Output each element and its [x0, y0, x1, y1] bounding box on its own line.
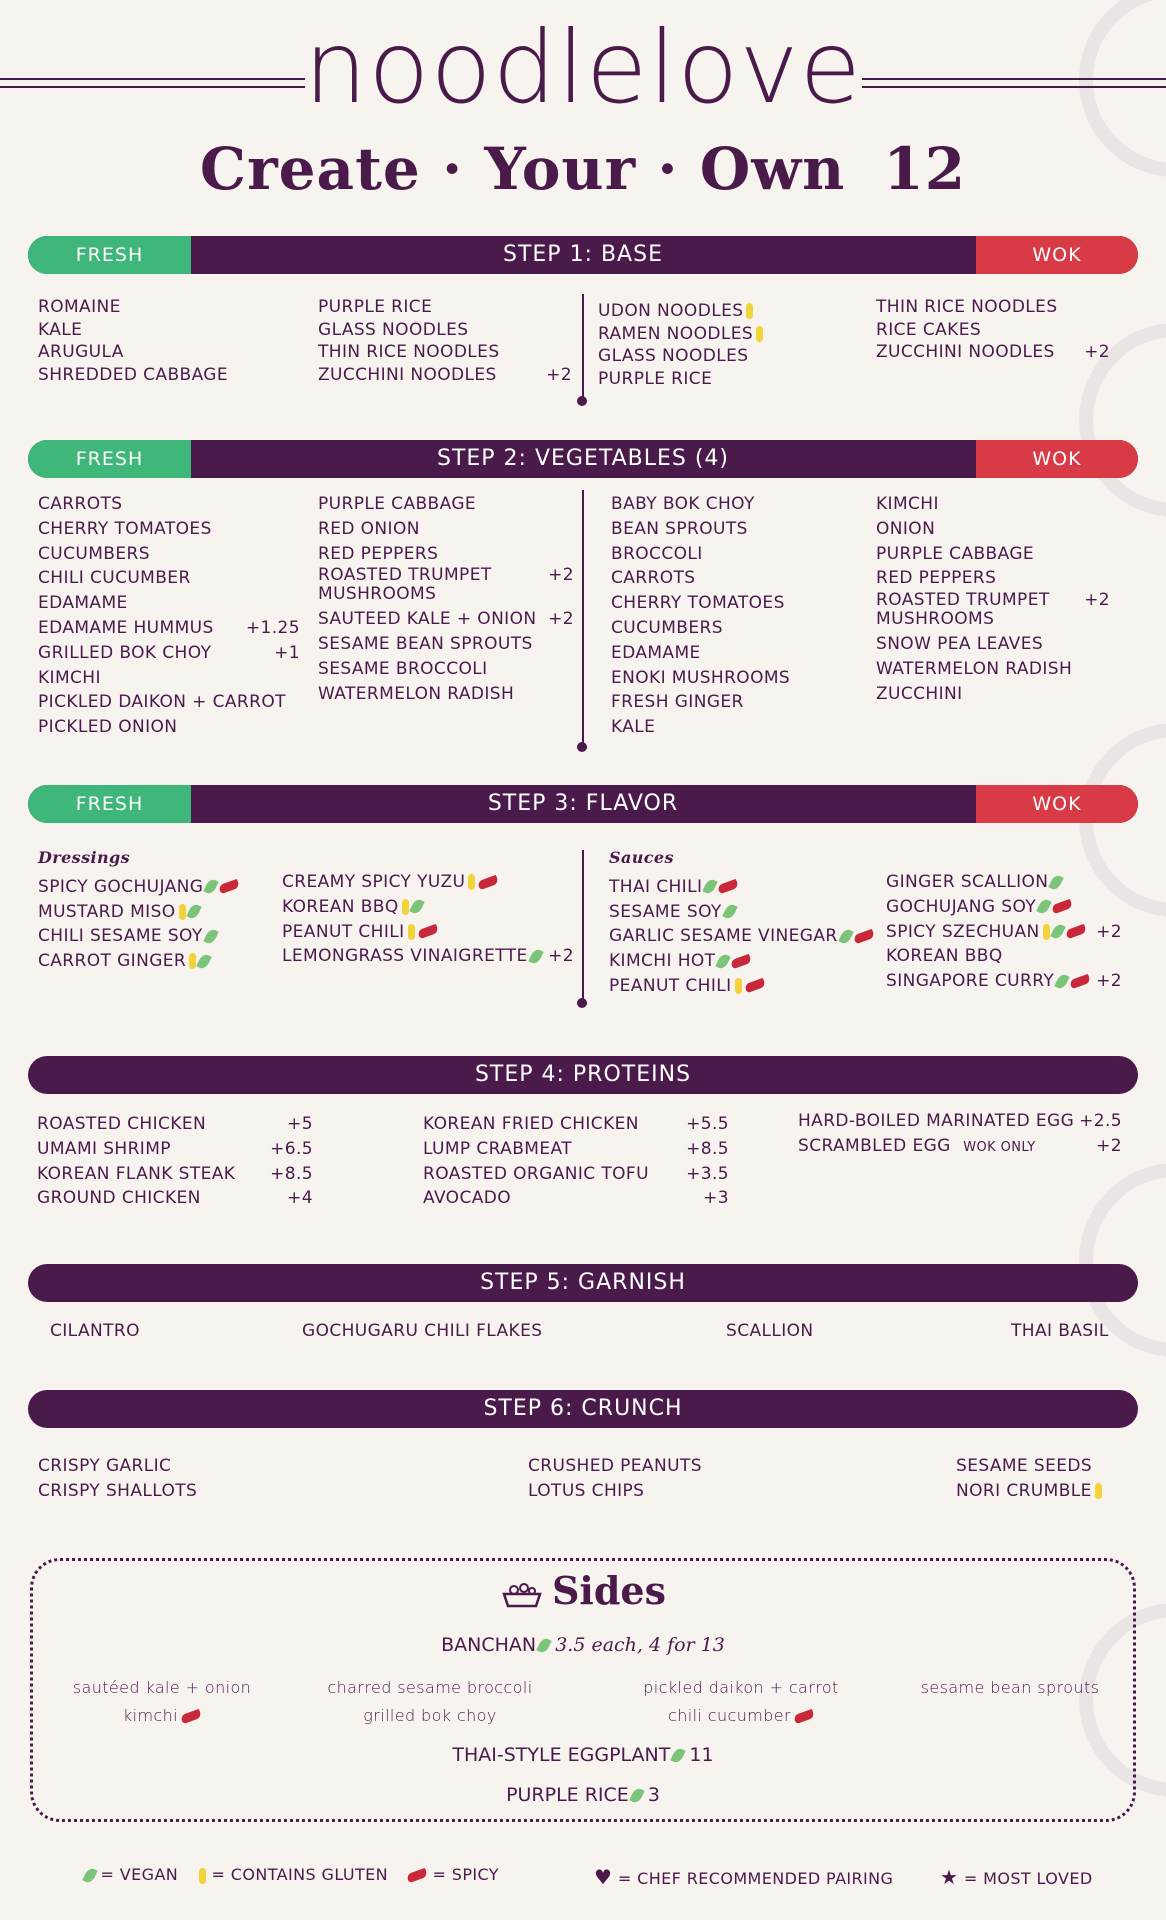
- spicy-icon: [417, 924, 439, 939]
- vegan-icon: [82, 1867, 97, 1885]
- menu-item: KIMCHI HOT: [609, 949, 865, 974]
- vegan-icon: [204, 878, 219, 896]
- spicy-icon: [731, 954, 753, 969]
- gluten-icon: [402, 899, 409, 915]
- menu-item: EDAMAME HUMMUS +1.25: [38, 616, 300, 641]
- step2-bar: [28, 440, 1138, 478]
- wok-tag: WOK: [976, 440, 1138, 478]
- legend-vegan: = VEGAN: [82, 1865, 178, 1884]
- menu-item: LUMP CRABMEAT +8.5: [423, 1137, 729, 1162]
- menu-item: RED PEPPERS: [876, 568, 997, 589]
- menu-item: ZUCCHINI NOODLES +2: [876, 342, 1110, 362]
- gluten-icon: [1095, 1483, 1102, 1499]
- menu-item: SNOW PEA LEAVES: [876, 634, 1044, 655]
- rice-price: 3: [647, 1784, 660, 1806]
- wok-tag: WOK: [976, 785, 1138, 823]
- spicy-icon: [1065, 924, 1087, 939]
- spicy-icon: [853, 929, 875, 944]
- gluten-icon: [408, 924, 415, 940]
- banchan-item: sautéed kale + onion: [72, 1678, 252, 1697]
- step3-dressings-col1: [38, 846, 278, 974]
- menu-item: CUCUMBERS: [38, 543, 150, 564]
- menu-item: BEAN SPROUTS: [611, 518, 748, 539]
- menu-item: CHILI SESAME SOY: [38, 924, 278, 949]
- menu-item: SESAME BROCCOLI: [318, 658, 488, 679]
- menu-item: RED ONION: [318, 518, 420, 539]
- menu-item: CHILI CUCUMBER: [38, 568, 191, 589]
- sides-heading: [0, 1568, 1166, 1613]
- menu-item: RICE CAKES: [876, 319, 982, 340]
- crunch-item: CRUSHED PEANUTS: [528, 1456, 702, 1476]
- menu-item: CARROTS: [38, 494, 123, 514]
- fresh-tag: FRESH: [28, 440, 191, 478]
- menu-item: MUSTARD MISO: [38, 900, 278, 925]
- menu-item: GLASS NOODLES: [598, 346, 749, 366]
- banchan-col1: [72, 1674, 252, 1730]
- banchan-line: [0, 1634, 1166, 1656]
- menu-item: AVOCADO +3: [423, 1186, 729, 1211]
- menu-item: GRILLED BOK CHOY +1: [38, 641, 300, 666]
- menu-item: EDAMAME: [38, 593, 128, 614]
- price-add: +2: [1096, 921, 1122, 942]
- menu-item: GOCHUJANG SOY: [886, 895, 1122, 920]
- crunch-col1: [38, 1454, 197, 1503]
- brand-logo: noodlelove: [303, 9, 863, 126]
- step1-wok-col1: [598, 300, 838, 390]
- banchan-col4: [920, 1674, 1100, 1702]
- price-add: +3.5: [686, 1163, 729, 1184]
- legend-spicy: = SPICY: [404, 1865, 499, 1884]
- menu-item: KALE: [611, 717, 656, 738]
- spicy-icon: [218, 879, 240, 894]
- menu-item: WATERMELON RADISH: [318, 683, 515, 704]
- step3-sauces-col2: [886, 870, 1122, 994]
- price-add: +4: [287, 1188, 313, 1209]
- menu-item: KOREAN BBQ: [886, 946, 1003, 967]
- step6-label: STEP 6: CRUNCH: [483, 1396, 683, 1421]
- menu-item: PURPLE RICE: [598, 368, 713, 389]
- menu-item: CARROTS: [611, 568, 696, 589]
- crunch-col2: [528, 1454, 702, 1503]
- menu-item: BABY BOK CHOY: [611, 494, 755, 514]
- menu-item: ARUGULA: [38, 342, 124, 362]
- sides-title: Sides: [551, 1568, 667, 1613]
- gluten-icon: [735, 978, 742, 994]
- menu-item: SINGAPORE CURRY +2: [886, 969, 1122, 994]
- step5-bar: [28, 1264, 1138, 1302]
- eggplant-price: 11: [689, 1744, 714, 1766]
- step3-dressings-col2: [282, 870, 574, 969]
- menu-item: SPICY SZECHUAN +2: [886, 920, 1122, 945]
- garnish-item: THAI BASIL: [1011, 1321, 1109, 1341]
- vegan-icon: [703, 878, 718, 896]
- title-text: Create · Your · Own: [199, 135, 846, 203]
- vegan-icon: [536, 1637, 551, 1655]
- menu-item: PURPLE CABBAGE: [318, 494, 477, 514]
- spicy-icon: [793, 1709, 815, 1724]
- fresh-tag: FRESH: [28, 236, 191, 274]
- menu-item: PEANUT CHILI: [609, 974, 865, 999]
- menu-item: GROUND CHICKEN +4: [37, 1186, 313, 1211]
- bowl-icon: [500, 1580, 544, 1610]
- banchan-col3: [638, 1674, 844, 1730]
- step3-label: STEP 3: FLAVOR: [487, 791, 679, 816]
- fresh-tag: FRESH: [28, 785, 191, 823]
- price-add: +2: [1084, 342, 1110, 362]
- price-add: +2: [1096, 1136, 1122, 1156]
- spicy-icon: [477, 874, 499, 889]
- menu-item: ROMAINE: [38, 297, 121, 317]
- price-add: +3: [703, 1188, 729, 1209]
- price-add: +2: [548, 946, 574, 967]
- divider: [582, 490, 584, 748]
- rice-label: PURPLE RICE: [506, 1784, 629, 1806]
- spicy-icon: [744, 978, 766, 993]
- vegan-icon: [409, 898, 424, 916]
- price-add: +6.5: [270, 1138, 313, 1159]
- price-add: +1.25: [245, 617, 300, 638]
- menu-item: KALE: [38, 319, 83, 340]
- menu-item: CHERRY TOMATOES: [611, 593, 785, 614]
- vegan-icon: [528, 947, 543, 965]
- menu-item: GINGER SCALLION: [886, 870, 1122, 895]
- menu-item: ONION: [876, 518, 936, 539]
- menu-item: THIN RICE NOODLES: [876, 297, 1058, 317]
- menu-item: KIMCHI: [876, 494, 939, 514]
- banchan-price: 3.5 each, 4 for 13: [555, 1634, 725, 1656]
- step2-wok-col1: [611, 492, 851, 740]
- spicy-icon: [180, 1709, 202, 1724]
- gluten-icon: [189, 953, 196, 969]
- step4-label: STEP 4: PROTEINS: [474, 1062, 692, 1087]
- step2-fresh-col1: [38, 492, 300, 740]
- menu-item: CREAMY SPICY YUZU: [282, 870, 574, 895]
- menu-item: FRESH GINGER: [611, 692, 744, 713]
- step1-fresh-col1: [38, 296, 278, 386]
- gluten-icon: [199, 1868, 206, 1884]
- gluten-icon: [756, 326, 763, 342]
- gluten-icon: [468, 874, 475, 890]
- step4-bar: [28, 1056, 1138, 1094]
- vegan-icon: [186, 903, 201, 921]
- step3-bar: [28, 785, 1138, 823]
- price-add: +8.5: [686, 1138, 729, 1159]
- banchan-item: chili cucumber: [638, 1702, 844, 1730]
- menu-item: ROASTED TRUMPET MUSHROOMS +2: [318, 565, 574, 605]
- price-add: +1: [274, 642, 300, 663]
- vegan-icon: [1036, 898, 1051, 916]
- vegan-icon: [196, 952, 211, 970]
- spicy-icon: [406, 1868, 428, 1883]
- menu-item: CARROT GINGER: [38, 949, 278, 974]
- vegan-icon: [629, 1787, 644, 1805]
- star-icon: ★: [940, 1865, 959, 1889]
- legend-loved: ★ = MOST LOVED: [940, 1865, 1093, 1889]
- menu-item: SESAME BEAN SPROUTS: [318, 634, 533, 655]
- crunch-item: CRISPY GARLIC: [38, 1456, 172, 1476]
- menu-item: UDON NOODLES: [598, 300, 838, 323]
- menu-item: SCRAMBLED EGG WOK ONLY +2: [798, 1134, 1122, 1161]
- garnish-item: CILANTRO: [50, 1321, 140, 1341]
- price-add: +2: [1096, 971, 1122, 992]
- menu-item: EDAMAME: [611, 642, 701, 663]
- menu-item: ROASTED TRUMPET MUSHROOMS +2: [876, 590, 1110, 630]
- eggplant-line: [0, 1744, 1166, 1766]
- menu-item: BROCCOLI: [611, 543, 703, 564]
- wok-tag: WOK: [976, 236, 1138, 274]
- eggplant-label: THAI-STYLE EGGPLANT: [452, 1744, 671, 1766]
- vegan-icon: [716, 952, 731, 970]
- menu-item: ZUCCHINI NOODLES +2: [318, 364, 572, 385]
- menu-item: ROASTED CHICKEN +5: [37, 1112, 313, 1137]
- banchan-item: kimchi: [72, 1702, 252, 1730]
- banchan-item: charred sesame broccoli: [327, 1678, 533, 1697]
- crunch-item: NORI CRUMBLE: [956, 1479, 1102, 1504]
- step1-wok-col2: [876, 296, 1110, 364]
- step3-sauces-col1: [609, 846, 865, 999]
- title-price: 12: [883, 135, 967, 203]
- menu-item: RED PEPPERS: [318, 543, 439, 564]
- step1-bar: [28, 236, 1138, 274]
- menu-item: SPICY GOCHUJANG: [38, 875, 278, 900]
- banchan-col2: [325, 1674, 535, 1730]
- banchan-item: sesame bean sprouts: [920, 1678, 1100, 1697]
- spicy-icon: [1069, 974, 1091, 989]
- divider: [582, 850, 584, 1004]
- menu-item: PURPLE CABBAGE: [876, 543, 1035, 564]
- price-add: +2: [1084, 590, 1110, 611]
- price-add: +2: [548, 609, 574, 630]
- rice-line: [0, 1784, 1166, 1806]
- crunch-item: CRISPY SHALLOTS: [38, 1480, 198, 1501]
- step4-col2: [423, 1112, 729, 1211]
- legend-gluten: = CONTAINS GLUTEN: [196, 1865, 388, 1884]
- menu-item: GLASS NOODLES: [318, 319, 469, 340]
- vegan-icon: [671, 1747, 686, 1765]
- gluten-icon: [179, 904, 186, 920]
- menu-item: PEANUT CHILI: [282, 920, 574, 945]
- spicy-icon: [717, 879, 739, 894]
- menu-item: CHERRY TOMATOES: [38, 518, 212, 539]
- garnish-item: GOCHUGARU CHILI FLAKES: [302, 1321, 543, 1341]
- step2-fresh-col2: [318, 492, 574, 707]
- banchan-item: pickled daikon + carrot: [643, 1678, 839, 1697]
- menu-item: PICKLED ONION: [38, 717, 178, 738]
- spicy-icon: [1051, 899, 1073, 914]
- menu-item: LEMONGRASS VINAIGRETTE +2: [282, 944, 574, 969]
- banchan-item: grilled bok choy: [363, 1706, 497, 1725]
- menu-item: SHREDDED CABBAGE: [38, 364, 229, 385]
- step2-label: STEP 2: VEGETABLES (4): [436, 446, 729, 471]
- crunch-item: LOTUS CHIPS: [528, 1480, 645, 1501]
- price-add: +8.5: [270, 1163, 313, 1184]
- step4-col3: [798, 1112, 1122, 1161]
- gluten-icon: [746, 303, 753, 319]
- menu-item: KOREAN FRIED CHICKEN +5.5: [423, 1112, 729, 1137]
- menu-item: SAUTEED KALE + ONION +2: [318, 607, 574, 632]
- menu-item: SESAME SOY: [609, 900, 865, 925]
- vegan-icon: [1050, 923, 1065, 941]
- wok-only-note: WOK ONLY: [958, 1140, 1036, 1155]
- page-title: [0, 135, 1166, 203]
- gluten-icon: [1043, 924, 1050, 940]
- menu-item: CUCUMBERS: [611, 617, 723, 638]
- menu-item: KOREAN BBQ: [282, 895, 574, 920]
- vegan-icon: [203, 927, 218, 945]
- price-add: +5.5: [686, 1114, 729, 1134]
- sauces-heading: Sauces: [609, 848, 674, 867]
- price-add: +2.5: [1079, 1111, 1122, 1131]
- menu-item: PURPLE RICE: [318, 297, 433, 317]
- menu-item: KIMCHI: [38, 667, 101, 688]
- menu-item: ROASTED ORGANIC TOFU +3.5: [423, 1162, 729, 1187]
- crunch-col3: [956, 1454, 1102, 1503]
- menu-item: THIN RICE NOODLES: [318, 342, 500, 362]
- dressings-heading: Dressings: [38, 848, 131, 867]
- menu-item: ZUCCHINI: [876, 683, 963, 704]
- menu-item: UMAMI SHRIMP +6.5: [37, 1137, 313, 1162]
- garnish-item: SCALLION: [726, 1321, 814, 1341]
- menu-item: HARD-BOILED MARINATED EGG +2.5: [798, 1111, 1122, 1131]
- price-add: +2: [548, 565, 574, 586]
- divider: [582, 294, 584, 402]
- heart-icon: ♥: [594, 1865, 613, 1889]
- vegan-icon: [838, 927, 853, 945]
- menu-item: GARLIC SESAME VINEGAR: [609, 924, 865, 949]
- vegan-icon: [1054, 972, 1069, 990]
- price-add: +2: [546, 364, 572, 385]
- menu-item: RAMEN NOODLES: [598, 323, 838, 346]
- step1-label: STEP 1: BASE: [503, 242, 663, 267]
- vegan-icon: [722, 903, 737, 921]
- menu-item: THAI CHILI: [609, 875, 865, 900]
- menu-item: PICKLED DAIKON + CARROT: [38, 692, 286, 713]
- price-add: +5: [287, 1114, 313, 1134]
- menu-item: ENOKI MUSHROOMS: [611, 667, 791, 688]
- step1-fresh-col2: [318, 296, 572, 386]
- menu-item: WATERMELON RADISH: [876, 658, 1073, 679]
- step6-bar: [28, 1390, 1138, 1428]
- step5-label: STEP 5: GARNISH: [480, 1270, 686, 1295]
- menu-item: KOREAN FLANK STEAK +8.5: [37, 1162, 313, 1187]
- step2-wok-col2: [876, 492, 1110, 707]
- vegan-icon: [1049, 873, 1064, 891]
- crunch-item: SESAME SEEDS: [956, 1456, 1093, 1476]
- banchan-label: BANCHAN: [441, 1634, 537, 1656]
- step4-col1: [37, 1112, 313, 1211]
- legend-pairing: ♥ = CHEF RECOMMENDED PAIRING: [594, 1865, 894, 1889]
